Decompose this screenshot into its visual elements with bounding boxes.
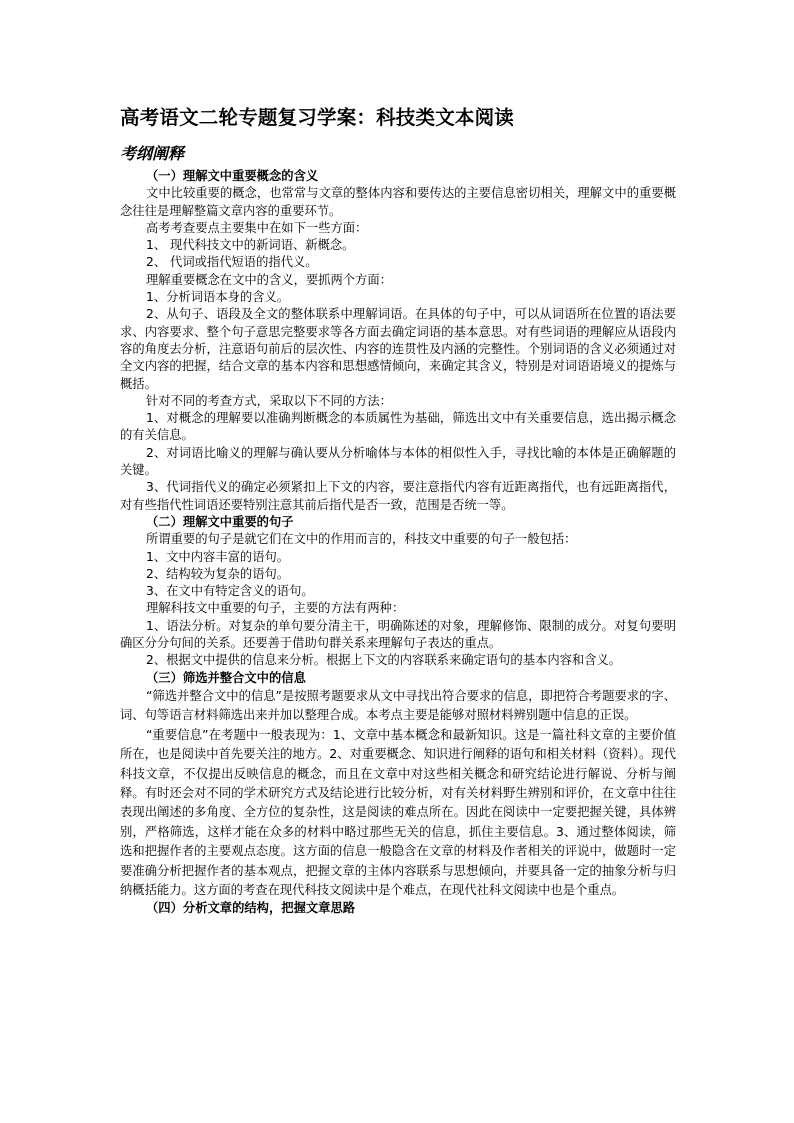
list-item: 1、分析词语本身的含义。 <box>146 290 290 305</box>
subsection-heading-3: （三）筛选并整合文中的信息 <box>146 670 306 685</box>
subsection-heading-1: （一）理解文中重要概念的含义 <box>146 169 319 183</box>
paragraph: 针对不同的考查方式，采取以下不同的方法： <box>146 393 392 408</box>
paragraph: “重要信息”在考题中一般表现为：1、文章中基本概念和最新知识。这是一篇社科文章的主要价值所在，也是阅读中首先要关注的地方。2、对重要概念、知识进行阐释的语句和相关材料（资料）。现代科技文章，不仅提出反映信息的概念，而且在文章中对这些相关概念和研究结论进行解说、分析与阐释。有时还会对不同的学术研究方式及结论进行比较分析，对有关材料野生辨别和评价，在文章中往往表现出阐述的多角度、全方位的复杂性，这是阅读的难点所在。因此在阅读中一定要把握关键，具体辨别，严格筛选，这样才能在众多的材料中略过那些无关的信息，抓住主要信息。3、通过整体阅读，筛选和把握作者的主要观点态度。这方面的信息一般隐含在文章的材料及作者相关的评说中，做题时一定要准确分析把握作者的基本观点，把握文章的主体内容联系与思想倾向，并要具备一定的抽象分析与归纳概括能力。这方面的考查在现代科技文阅读中是个难点，在现代社科文阅读中也是个重点。 <box>120 727 676 897</box>
paragraph: 所谓重要的句子是就它们在文中的作用而言的，科技文中重要的句子一般包括： <box>146 532 577 547</box>
document-body <box>120 168 676 918</box>
section-title: 考纲阐释 <box>120 144 185 163</box>
paragraph: “筛选并整合文中的信息”是按照考题要求从文中寻找出符合要求的信息，即把符合考题要求的字、词、句等语言材料筛选出来并加以整理合成。本考点主要是能够对照材料辨别题中信息的正误。 <box>120 688 676 723</box>
paragraph: 1、语法分析。对复杂的单句要分清主干，明确陈述的对象，理解修饰、限制的成分。对复句要明确区分分句间的关系。还要善于借助句群关系来理解句子表达的重点。 <box>120 618 676 651</box>
paragraph: 3、代词指代义的确定必须紧扣上下文的内容，要注意指代内容有近距离指代，也有远距离指代，对有些指代性词语还要特别注意其前后指代是否一致，范围是否统一等。 <box>120 480 676 512</box>
paragraph: 高考考查要点主要集中在如下一些方面： <box>146 220 368 235</box>
list-item: 3、在文中有特定含义的语句。 <box>146 584 314 599</box>
subsection-heading-2: （二）理解文中重要的句子 <box>146 514 294 529</box>
subsection-heading-4: （四）分析文章的结构，把握文章思路 <box>146 901 356 916</box>
paragraph: 1、对概念的理解要以准确判断概念的本质属性为基础，筛选出文中有关重要信息，选出揭示概念的有关信息。 <box>120 411 676 443</box>
paragraph: 文中比较重要的概念，也常常与文章的整体内容和要传达的主要信息密切相关，理解文中的重要概念往往是理解整篇文章内容的重要环节。 <box>120 186 676 218</box>
list-item: 2、 代词或指代短语的指代义。 <box>146 255 318 270</box>
paragraph: 理解重要概念在文中的含义，要抓两个方面： <box>146 272 392 287</box>
paragraph: 2、根据文中提供的信息来分析。根据上下文的内容联系来确定语句的基本内容和含义。 <box>146 653 622 668</box>
list-item: 2、结构较为复杂的语句。 <box>146 566 290 581</box>
document-title: 高考语文二轮专题复习学案：科技类文本阅读 <box>120 106 515 129</box>
paragraph: 2、对词语比喻义的理解与确认要从分析喻体与本体的相似性入手，寻找比喻的本体是正确解题的关键。 <box>120 445 676 478</box>
paragraph: 2、从句子、语段及全文的整体联系中理解词语。在具体的句子中，可以从词语所在位置的语法要求、内容要求、整个句子意思完整要求等各方面去确定词语的基本意思。对有些词语的理解应从语段内容的角度去分析，注意语句前后的层次性、内容的连贯性及内涵的完整性。个别词语的含义必须通过对全文内容的把握，结合文章的基本内容和思想感情倾向，来确定其含义，特别是对词语语境义的提炼与概括。 <box>120 307 676 391</box>
paragraph: 理解科技文中重要的句子，主要的方法有两种： <box>146 601 405 616</box>
list-item: 1、 现代科技文中的新词语、新概念。 <box>146 238 355 253</box>
document-content <box>120 104 676 918</box>
list-item: 1、文中内容丰富的语句。 <box>146 549 290 564</box>
